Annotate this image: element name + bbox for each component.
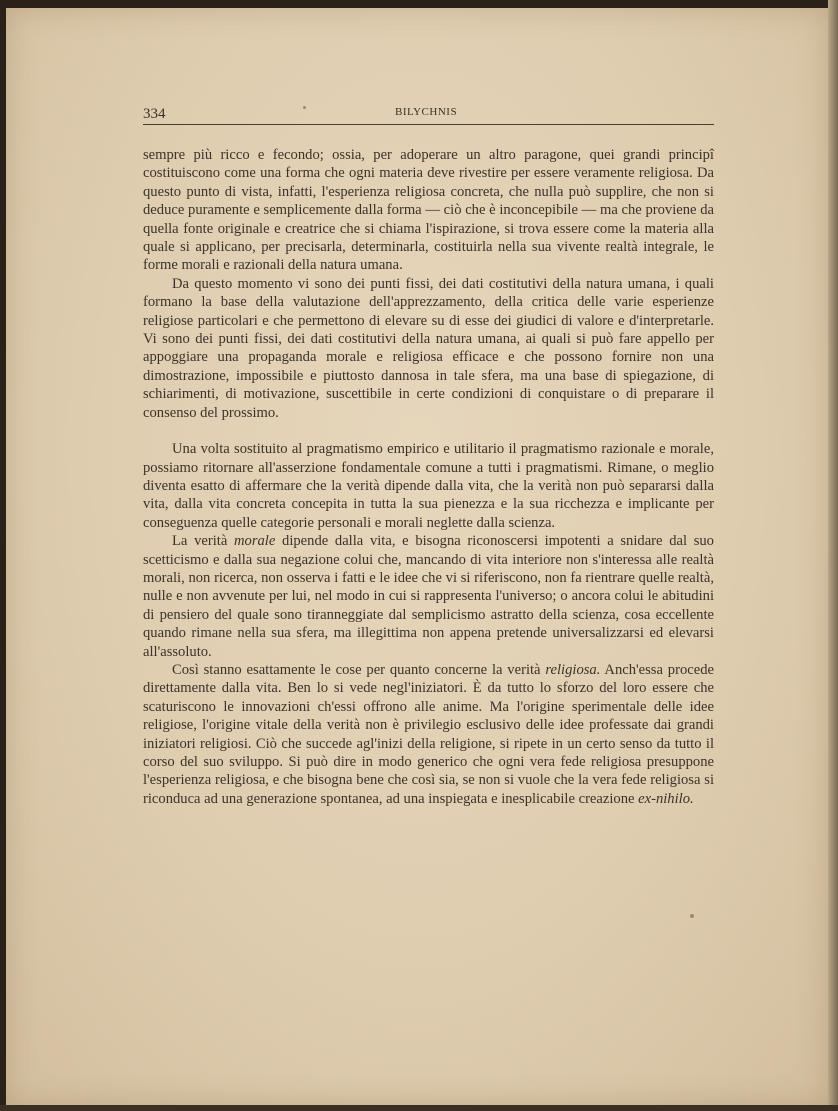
paragraph-text: La verità xyxy=(172,533,234,550)
page-edge-bottom xyxy=(0,1105,838,1111)
page-header xyxy=(143,104,714,125)
paragraph-text: Così stanno esattamente le cose per quanto concerne la verità xyxy=(172,661,546,678)
emphasis-text: ex-nihilo. xyxy=(638,790,694,807)
paragraph xyxy=(143,532,714,661)
paragraph: Da questo momento vi sono dei punti fissi, dei dati costitutivi della natura umana, i quali formano la base della valutazione dell'apprezzamento, della critica delle varie esperienze religiose particolari e che permettono di elevare su di esse dei giudici di valore e d'interpretarle. Vi sono dei punti fissi, dei dati costitutivi della natura umana, ai quali si può fare appello per appoggiare una propaganda morale e religiosa efficace e che possono fornire non una dimostrazione, impossibile e piuttosto dannosa in tale sfera, ma una base di spiegazione, di schiarimenti, di motivazione, suscettibile in certe condizioni di conquistare o di preparare il consenso del prossimo. xyxy=(143,275,714,421)
paragraph xyxy=(143,661,714,808)
emphasis-text: morale xyxy=(233,533,276,550)
paragraph-text: dipende dalla vita, e bisogna riconoscersi impotenti a snidare dal suo scetticismo e dalla sua negazione colui che, mancando di vita interiore non s'interessa alle realtà morali, non ricerca, non osserva i fatti e le idee che vi si riferiscono, non fa rientrare quelle realtà, nulle e non avvenute per lui, nel modo in cui si rappresenta l'universo; o ancora colui le abitudini di pensiero del quale sono tiranneggiate dal semplicismo astratto della scienza, cosa eccellente quando rimane nella sua sfera, ma illegittima non appena pretende universalizzarsi ed elevarsi all'assoluto. xyxy=(143,533,714,660)
paragraph-text: Anch'essa procede direttamente dalla vita. Ben lo si vede negl'iniziatori. È da tutto lo sforzo del loro essere che scaturiscono le innovazioni ch'essi offrono alle anime. Ma l'origine sperimentale delle idee religiose, l'origine vitale della verità non è privilegio esclusivo delle idee professate dai grandi iniziatori religiosi. Ciò che succede agl'inizi della religione, si ripete in un certo senso da tutto il corso del suo sviluppo. Si può dire in modo generico che ogni vera fede religiosa presuppone l'esperienza religiosa, e che bisogna bene che così sia, se non si vuole che la vera fede religiosa si riconduca ad una generazione spontanea, ad una inspiegata e inesplicabile creazione xyxy=(143,661,714,807)
article-body xyxy=(143,146,714,808)
paragraph: sempre più ricco e fecondo; ossia, per adoperare un altro paragone, quei grandi principî costituiscono come una forma che ogni materia deve rivestire per essere veramente religiosa. Da questo punto di vista, infatti, l'esperienza religiosa concreta, che nulla può supplire, che non si deduce puramente e semplicemente dalla forma — ciò che è inconcepibile — ma che proviene da quella fonte originale e creatrice che si chiama l'ispirazione, si trova essere come la materia alla quale si applicano, per precisarla, determinarla, costituirla nella sua vivente realtà integrale, le forme morali e razionali della natura umana. xyxy=(143,147,714,274)
paragraph: Una volta sostituito al pragmatismo empirico e utilitario il pragmatismo razionale e morale, possiamo ritornare all'asserzione fondamentale comune a tutti i pragmatismi. Rimane, o meglio diventa esatto di affermare che la verità dipende dalla vita, che la verità non può separarsi dalla vita, dalla vita concreta concepita in tutta la sua pienezza e la sua ricchezza e implicante per conseguenza quelle categorie personali e morali neglette dalla scienza. xyxy=(143,441,714,531)
page-number: 334 xyxy=(143,106,166,122)
emphasis-text: religiosa. xyxy=(545,661,601,678)
paper-speck xyxy=(690,914,694,918)
running-head: BILYCHNIS xyxy=(395,106,458,118)
page-edge xyxy=(828,0,838,1111)
